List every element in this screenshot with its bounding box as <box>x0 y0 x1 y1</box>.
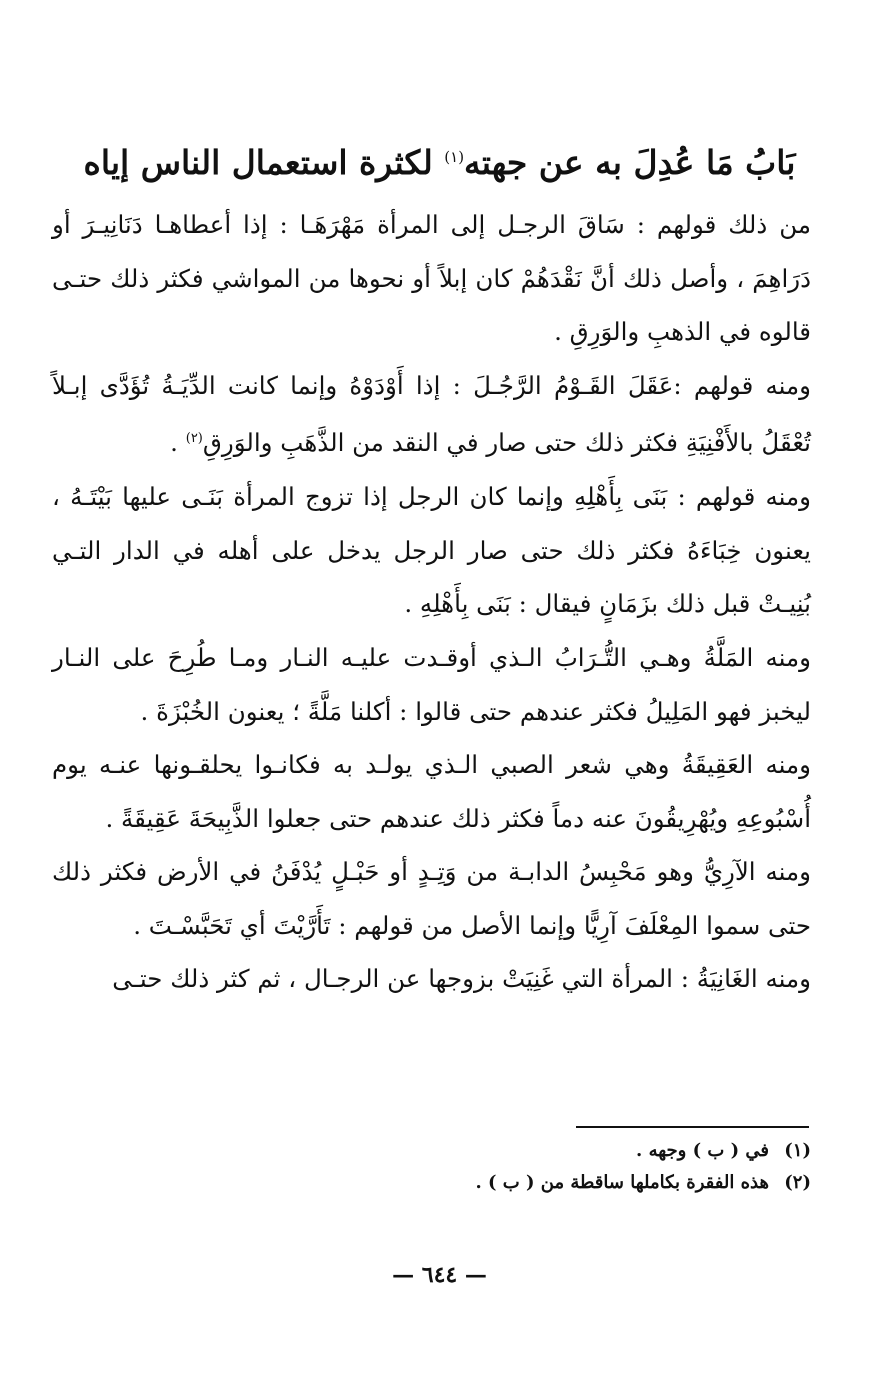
paragraph-tail: . <box>170 428 186 458</box>
paragraph <box>52 198 811 359</box>
footnotes <box>60 1135 811 1199</box>
footnote-divider <box>576 1126 809 1128</box>
paragraph <box>52 738 811 845</box>
chapter-heading <box>60 132 819 188</box>
footnote-text: هذه الفقرة بكاملها ساقطة من ( ب ) . <box>475 1172 769 1193</box>
footnote <box>60 1135 811 1167</box>
paragraph-text: ومنه الغَانِيَةُ : المرأة التي غَنِيَتْ بزوجها عن الرجـال ، ثم كثر ذلك حتـى <box>112 964 811 994</box>
chapter-title: بَابُ مَا عُدِلَ به عن جهته <box>464 143 796 182</box>
footnote-text: في ( ب ) وجهه . <box>636 1140 769 1161</box>
paragraph-text: ومنه قولهم : بَنَى بِأَهْلِهِ وإنما كان الرجل إذا تزوج المرأة بَنَـى عليها بَيْتَـهُ ، يعنون خِبَاءَهُ فكثر ذلك حتى صار الرجل يدخل على أهله في الدار التـي بُنِيـتْ قبل ذلك بزَمَانٍ فيقال : بَنَى بِأَهْلِهِ . <box>52 482 811 619</box>
page-number: — ٦٤٤ — <box>392 1262 487 1288</box>
body-text <box>52 198 811 1006</box>
footnote-number: (١) <box>784 1140 811 1161</box>
paragraph <box>52 631 811 738</box>
paragraph <box>52 952 811 1006</box>
chapter-title-rest: لكثرة استعمال الناس إياه <box>83 143 433 182</box>
paragraph-text: ومنه الآرِيُّ وهو مَحْبِسُ الدابـة من وَتِـدٍ أو حَبْـلٍ يُدْفَنُ في الأرض فكثر ذلك حتى سموا المِعْلَفَ آرِيًّا وإنما الأصل من قولهم : تَأَرَّيْتَ أي تَحَبَّسْـتَ . <box>52 857 811 940</box>
paragraph-text: من ذلك قولهم : سَاقَ الرجـل إلى المرأة مَهْرَهَـا : إذا أعطاهـا دَنَانِيـرَ أو دَرَاهِمَ ، وأصل ذلك أنَّ نَقْدَهُمْ كان إبلاً أو نحوها من المواشي فكثر ذلك حتـى قالوه في الذهبِ والوَرِقِ . <box>52 210 811 347</box>
footnote-number: (٢) <box>784 1172 811 1193</box>
paragraph <box>52 845 811 952</box>
footnote-ref-1: (١) <box>444 148 465 166</box>
footnote-ref-2: (٢) <box>185 431 203 447</box>
paragraph-text: ومنه المَلَّةُ وهـي التُّـرَابُ الـذي أوقـدت عليـه النـار ومـا طُرِحَ على النـار ليخبز فهو المَلِيلُ فكثر عندهم حتى قالوا : أكلنا مَلَّةً ؛ يعنون الخُبْزَةَ . <box>52 642 811 726</box>
paragraph <box>52 359 811 470</box>
paragraph <box>52 470 811 631</box>
paragraph-text: ومنه قولهم :عَقَلَ القَـوْمُ الرَّجُـلَ : إذا أَوْدَوْهُ وإنما كانت الدِّيَـةُ تُؤَدَّى إبـلاً تُعْقَلُ بالأَفْنِيَةِ فكثر ذلك حتى صار في النقد من الذَّهَبِ والوَرِقِ <box>52 370 811 458</box>
footnote <box>60 1167 811 1199</box>
paragraph-text: ومنه العَقِيقَةُ وهي شعر الصبي الـذي يولـد به فكانـوا يحلقـونها عنـه يوم أُسْبُوعِهِ ويُهْرِيقُونَ عنه دماً فكثر ذلك عندهم حتى جعلوا الذَّبِيحَةَ عَقِيقَةً . <box>52 750 811 833</box>
